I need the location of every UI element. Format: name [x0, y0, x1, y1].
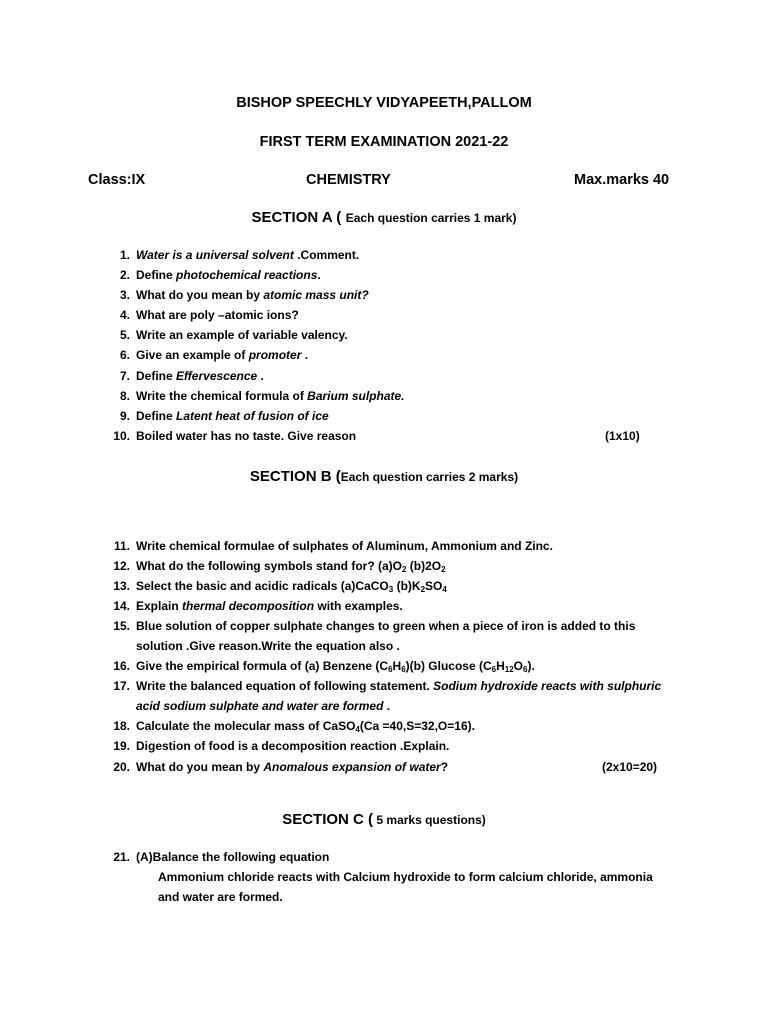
question-number: 14.	[113, 599, 130, 613]
text-part: Select the basic and acidic radicals (a)CaCO	[136, 579, 389, 593]
text-part: ).	[527, 659, 535, 673]
question-number: 21.	[113, 850, 130, 864]
subscript: 6	[388, 665, 393, 674]
text-part: SO	[425, 579, 443, 593]
text-part: Calculate the molecular mass of CaSO	[136, 719, 356, 733]
subscript: 2	[402, 565, 407, 574]
italic-term: Anomalous expansion of water	[263, 760, 441, 774]
text-part: Write the chemical formula of	[136, 389, 308, 403]
subscript: 4	[442, 585, 447, 594]
exam-title: FIRST TERM EXAMINATION 2021-22	[259, 134, 509, 150]
section-b-note: Each question carries 2 marks)	[340, 470, 519, 484]
question-21-line-2: Ammonium chloride reacts with Calcium hydroxide to form calcium chloride, ammonia	[158, 870, 653, 884]
text-part: (b)2O	[406, 559, 442, 573]
text-part: .	[317, 268, 321, 282]
question-text	[136, 757, 448, 777]
question-text: Digestion of food is a decomposition reaction .Explain.	[136, 739, 450, 753]
question-number: 5.	[119, 328, 130, 342]
question-number: 20.	[113, 760, 130, 774]
question-number: 2.	[119, 268, 130, 282]
text-part: .	[383, 699, 391, 713]
italic-term: Latent heat of fusion of ice	[176, 409, 329, 423]
italic-term: Sodium hydroxide reacts with sulphuric	[433, 679, 662, 693]
italic-term: acid sodium sulphate and water are formed	[136, 699, 384, 713]
question-text	[136, 386, 405, 406]
text-part: What are poly –atomic ions?	[136, 308, 299, 322]
question-number: 7.	[119, 369, 130, 383]
question-text: Blue solution of copper sulphate changes to green when a piece of iron is added to this	[136, 619, 636, 633]
italic-term: Effervescence	[176, 369, 258, 383]
question-text	[136, 596, 403, 616]
text-part: (b)K	[393, 579, 421, 593]
subscript: 6	[491, 665, 497, 674]
question-text	[136, 556, 446, 576]
subscript: 2	[420, 585, 426, 594]
text-part: Explain	[136, 599, 183, 613]
question-text	[136, 716, 475, 736]
text-part: What do you mean by	[136, 760, 264, 774]
section-c-heading	[0, 811, 768, 829]
question-number: 16.	[113, 659, 130, 673]
italic-term: Water is a universal solvent	[136, 248, 294, 262]
text-part: .	[301, 348, 309, 362]
section-b-heading	[0, 468, 768, 486]
question-text	[136, 366, 264, 386]
question-number: 1.	[119, 248, 130, 262]
text-part: O	[513, 659, 524, 673]
question-15-line-2: solution .Give reason.Write the equation also .	[136, 639, 400, 653]
question-text	[136, 265, 321, 285]
question-number: 10.	[113, 429, 130, 443]
italic-term: atomic mass unit?	[263, 288, 369, 302]
text-part: ?	[440, 760, 449, 774]
question-21-line-3: and water are formed.	[158, 890, 283, 904]
text-part: Define	[136, 268, 177, 282]
text-part: Give the empirical formula of (a) Benzene (C	[136, 659, 389, 673]
text-part: with examples.	[314, 599, 403, 613]
section-c-title: SECTION C (	[282, 811, 374, 828]
question-text	[136, 676, 661, 696]
section-c-note: 5 marks questions)	[373, 813, 486, 827]
question-text	[136, 576, 447, 596]
question-number: 8.	[119, 389, 130, 403]
subscript: 3	[388, 585, 394, 594]
question-text: (A)Balance the following equation	[136, 850, 330, 864]
question-text	[136, 305, 299, 325]
question-number: 6.	[119, 348, 130, 362]
section-a-marks: (1x10)	[605, 429, 640, 443]
text-part: What do you mean by	[136, 288, 264, 302]
italic-term: photochemical reactions	[176, 268, 318, 282]
italic-term: thermal decomposition	[182, 599, 315, 613]
section-a-title: SECTION A (	[251, 209, 342, 226]
text-part: .	[257, 369, 264, 383]
subscript: 12	[504, 665, 514, 674]
question-number: 12.	[113, 559, 130, 573]
text-part: H	[392, 659, 402, 673]
class-label: Class:IX	[88, 172, 146, 188]
question-number: 9.	[119, 409, 130, 423]
text-part: Define	[136, 369, 177, 383]
text-part: H	[496, 659, 505, 673]
text-part: Write the balanced equation of following statement.	[136, 679, 434, 693]
question-number: 4.	[119, 308, 130, 322]
question-text	[136, 245, 359, 265]
section-a-note: Each question carries 1 mark)	[345, 211, 517, 225]
text-part: Define	[136, 409, 177, 423]
subscript: 2	[441, 565, 446, 574]
question-text	[136, 426, 356, 446]
subscript: 4	[355, 725, 360, 734]
subject-label: CHEMISTRY	[306, 172, 391, 188]
text-part: (Ca =40,S=32,O=16).	[359, 719, 475, 733]
text-part: Write an example of variable valency.	[136, 328, 348, 342]
section-b-marks: (2x10=20)	[602, 760, 658, 774]
question-17-line-2	[136, 696, 390, 716]
italic-term: promoter	[248, 348, 302, 362]
subscript: 6	[523, 665, 528, 674]
question-text	[136, 325, 348, 345]
text-part: )(b) Glucose (C	[405, 659, 492, 673]
question-number: 15.	[113, 619, 130, 633]
question-text: Write chemical formulae of sulphates of Aluminum, Ammonium and Zinc.	[136, 539, 553, 553]
section-a-heading	[0, 209, 768, 227]
question-number: 3.	[119, 288, 130, 302]
question-number: 19.	[113, 739, 130, 753]
question-text	[136, 406, 329, 426]
max-marks-label: Max.marks 40	[574, 172, 670, 188]
text-part: Boiled water has no taste. Give reason	[136, 429, 357, 443]
question-text	[136, 285, 369, 305]
question-text	[136, 656, 535, 676]
question-text	[136, 345, 308, 365]
italic-term: Barium sulphate.	[307, 389, 405, 403]
question-number: 18.	[113, 719, 130, 733]
section-b-title: SECTION B (	[249, 468, 341, 485]
question-number: 11.	[113, 539, 130, 553]
text-part: .Comment.	[293, 248, 360, 262]
text-part: Give an example of	[136, 348, 249, 362]
school-name: BISHOP SPEECHLY VIDYAPEETH,PALLOM	[236, 95, 532, 111]
question-number: 17.	[113, 679, 130, 693]
text-part: What do the following symbols stand for? (a)O	[136, 559, 402, 573]
question-number: 13.	[113, 579, 130, 593]
subscript: 6	[401, 665, 406, 674]
